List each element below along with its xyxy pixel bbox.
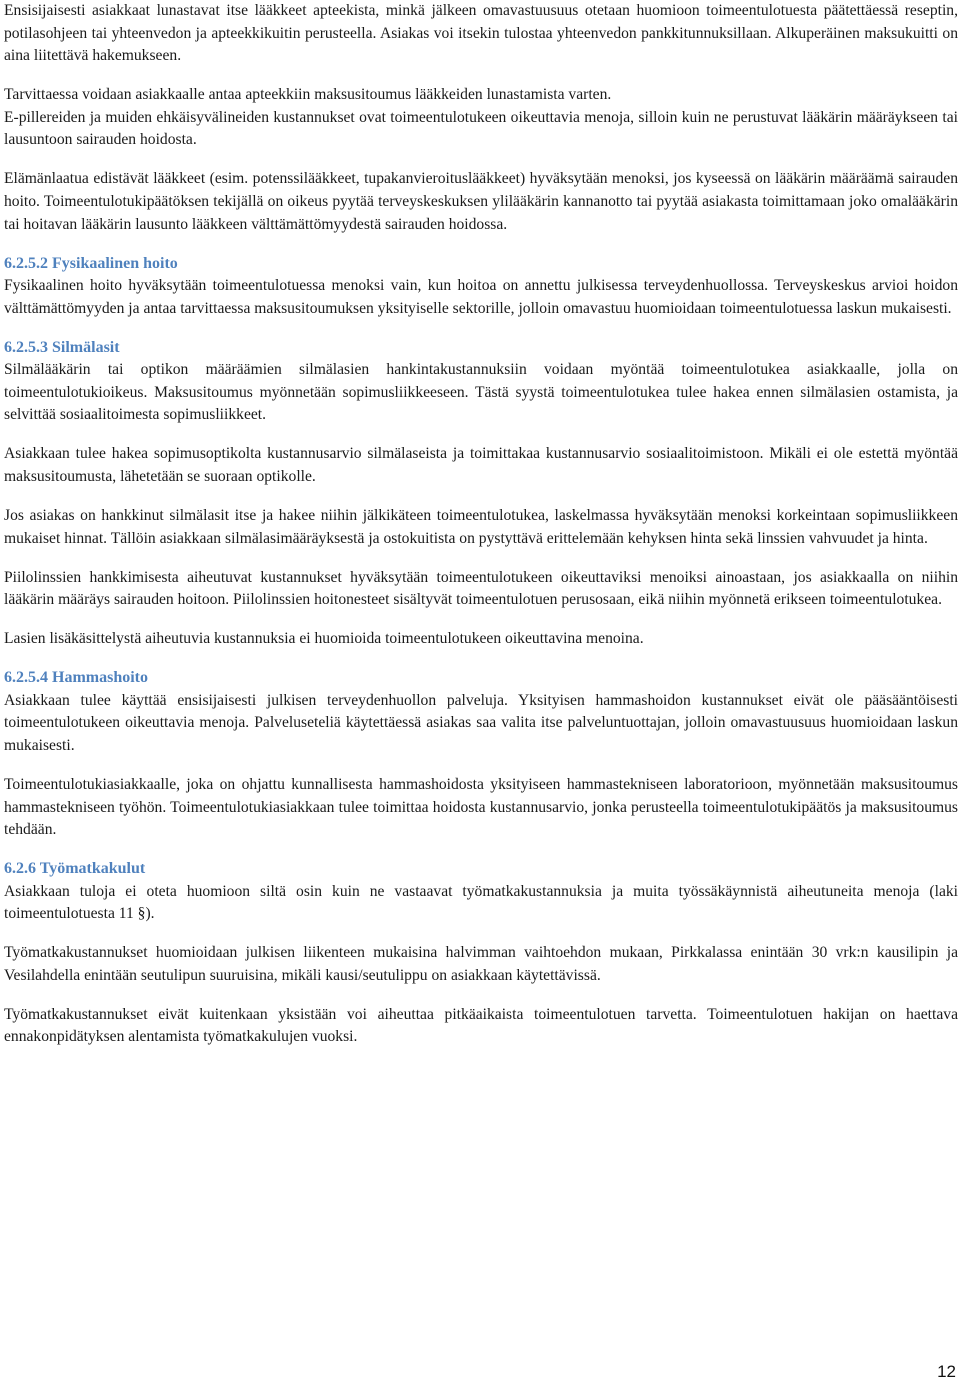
paragraph-commute-income: Asiakkaan tuloja ei oteta huomioon siltä osin kuin ne vastaavat työmatkakustannuksia ja muita työssäkäynnistä aiheutuneita menoja (laki toimeentulotuesta 11 §).: [4, 882, 958, 923]
paragraph-medicine-purchase: Ensisijaisesti asiakkaat lunastavat itse lääkkeet apteekista, minkä jälkeen omavastuusuus otetaan huomioon toimeentulotuesta päätettäessä reseptin, potilasohjeen tai yhteenvedon ja apteekkikuitin perusteella. Asiakas voi itsekin tulostaa yhteenvedon pankkitunnuksillaan. Alkuperäinen maksukuitti on aina liitettävä hakemukseen.: [4, 2, 958, 65]
page-number: 12: [937, 1362, 956, 1381]
paragraph-gap: [4, 489, 958, 505]
paragraph-gap: [4, 651, 958, 667]
paragraph-gap: [4, 612, 958, 628]
heading-silmalasit: 6.2.5.3 Silmälasit: [4, 338, 120, 356]
document-page: [4, 0, 958, 1049]
paragraph-glasses-afterwards: Jos asiakas on hankkinut silmälasit itse ja hakee niihin jälkikäteen toimeentulotukea, laskelmassa hyväksytään menoksi korkeintaan sopimusliikkeen mukaiset hinnat. Tällöin asiakkaan silmälasimääräyksestä ja ostokuitista on pystyttävä erittelemään kehyksen hinta sekä linssien vahvuudet ja hinta.: [4, 507, 958, 547]
paragraph-gap: [4, 987, 958, 1003]
paragraph-contact-lenses: Piilolinssien hankkimisesta aiheutuvat kustannukset hyväksytään toimeentulotukeen oikeuttaviksi menoiksi ainoastaan, jos asiakkaalla on niihin lääkärin määräys sairauden hoitoon. Piilolinssien hoitonesteet sisältyvät toimeentulotuen perusosaan, eikä niihin myönnetä erikseen toimeentulotukea.: [4, 568, 958, 609]
paragraph-gap: [4, 926, 958, 942]
paragraph-gap: [4, 758, 958, 774]
paragraph-dental-public: Asiakkaan tulee käyttää ensisijaisesti julkisen terveydenhuollon palveluja. Yksityisen hammashoidon kustannukset eivät ole pääsääntöisesti toimeentulotukeen oikeuttavia menoja. Palvelusetеliä käytettäessä asiakas saa valita itse palveluntuottajan, jolloin omavastuusuus huomioidaan laskun mukaisesti.: [4, 691, 958, 754]
paragraph-gap: [4, 842, 958, 858]
paragraph-lifestyle-medicines: Elämänlaatua edistävät lääkkeet (esim. potenssilääkkeet, tupakanvieroituslääkkeet) hyväksytään menoksi, jos kyseessä on lääkärin määräämä sairauden hoito. Toimeentulotukipäätöksen tekijällä on oikeus pyytää terveyskeskuksen ylilääkärin kannanotto tai pyytää asiakasta toimittamaan joko omalääkärin tai hoitavan lääkärin lausunto lääkkeen välttämättömyydestä sairauden hoidossa.: [4, 170, 958, 233]
paragraph-commute-costs: Työmatkakustannukset huomioidaan julkisen liikenteen mukaisina halvimman vaihtoehdon mukaan, Pirkkalassa enintään 30 vrk:n kausilipin ja Vesilahdella enintään seutulipun suuruisina, mikäli kausi/seutulippu on asiakkaan käytettävissä.: [4, 944, 958, 984]
paragraph-gap: [4, 236, 958, 252]
paragraph-lens-treatment: Lasien lisäkäsittelystä aiheutuvia kustannuksia ei huomioida toimeentulotukeen oikeuttavina menoina.: [4, 630, 644, 648]
heading-tyomatkakulut: 6.2.6 Työmatkakulut: [4, 860, 146, 878]
paragraph-contraceptives: E-pillereiden ja muiden ehkäisyvälineiden kustannukset ovat toimeentulotukeen oikeuttavia menoja, silloin kuin ne perustuvat lääkärin määräykseen tai lausuntoon sairauden hoidosta.: [4, 108, 958, 149]
paragraph-gap: [4, 550, 958, 566]
paragraph-glasses-estimate: Asiakkaan tulee hakea sopimusoptikolta kustannusarvio silmälaseista ja toimittakaa kustannusarvio sosiaalitoimistoon. Mikäli ei ole estettä myöntää maksusitoumusta, lähetetään se suoraan optikolle.: [4, 445, 958, 486]
paragraph-dental-lab: Toimeentulotukiasiakkaalle, joka on ohjattu kunnallisesta hammashoidosta yksityiseen hammastekniseen laboratorioon, myönnetään maksusitoumus hammastekniseen työhön. Toimeentulotukiasiakkaan tulee toimittaa hoidosta kustannusarvio, jonka perusteella toimeentulotukipäätös ja maksusitoumus tehdään.: [4, 775, 958, 839]
paragraph-gap: [4, 320, 958, 336]
paragraph-gap: [4, 427, 958, 443]
paragraph-commute-tax: Työmatkakustannukset eivät kuitenkaan yksistään voi aiheuttaa pitkäaikaista toimeentulotuen tarvetta. Toimeentulotuen hakijan on haettava ennakonpidätyksen alentamista työmatkakulujen vuoksi.: [4, 1005, 958, 1046]
heading-fysikaalinen-hoito: 6.2.5.2 Fysikaalinen hoito: [4, 254, 178, 272]
paragraph-physiotherapy: Fysikaalinen hoito hyväksytään toimeentulotuessa menoksi vain, kun hoitoa on annettu julkisessa terveydenhuollossa. Terveyskeskus arvioi hoidon välttämättömyyden ja antaa tarvittaessa maksusitoumuksen yksityiselle sektorille, jolloin omavastuu huomioidaan toimeentulotuessa laskun mukaisesti.: [4, 277, 958, 317]
paragraph-gap: [4, 152, 958, 168]
paragraph-gap: [4, 68, 958, 84]
heading-hammashoito: 6.2.5.4 Hammashoito: [4, 669, 148, 687]
paragraph-glasses-support: Silmälääkärin tai optikon määräämien silmälasien hankintakustannuksiin voidaan myöntää toimeentulotukea asiakkaalle, jolla on toimeentulotukioikeus. Maksusitoumus myönnetään sopimusliikkeeseen. Tästä syystä toimeentulotukea tulee hakea ennen silmälasien ostamista, ja selvittää sosiaalitoimesta sopimusliikkeet.: [4, 361, 958, 424]
paragraph-pharmacy-commitment: Tarvittaessa voidaan asiakkaalle antaa apteekkiin maksusitoumus lääkkeiden lunastamista varten.: [4, 86, 612, 104]
